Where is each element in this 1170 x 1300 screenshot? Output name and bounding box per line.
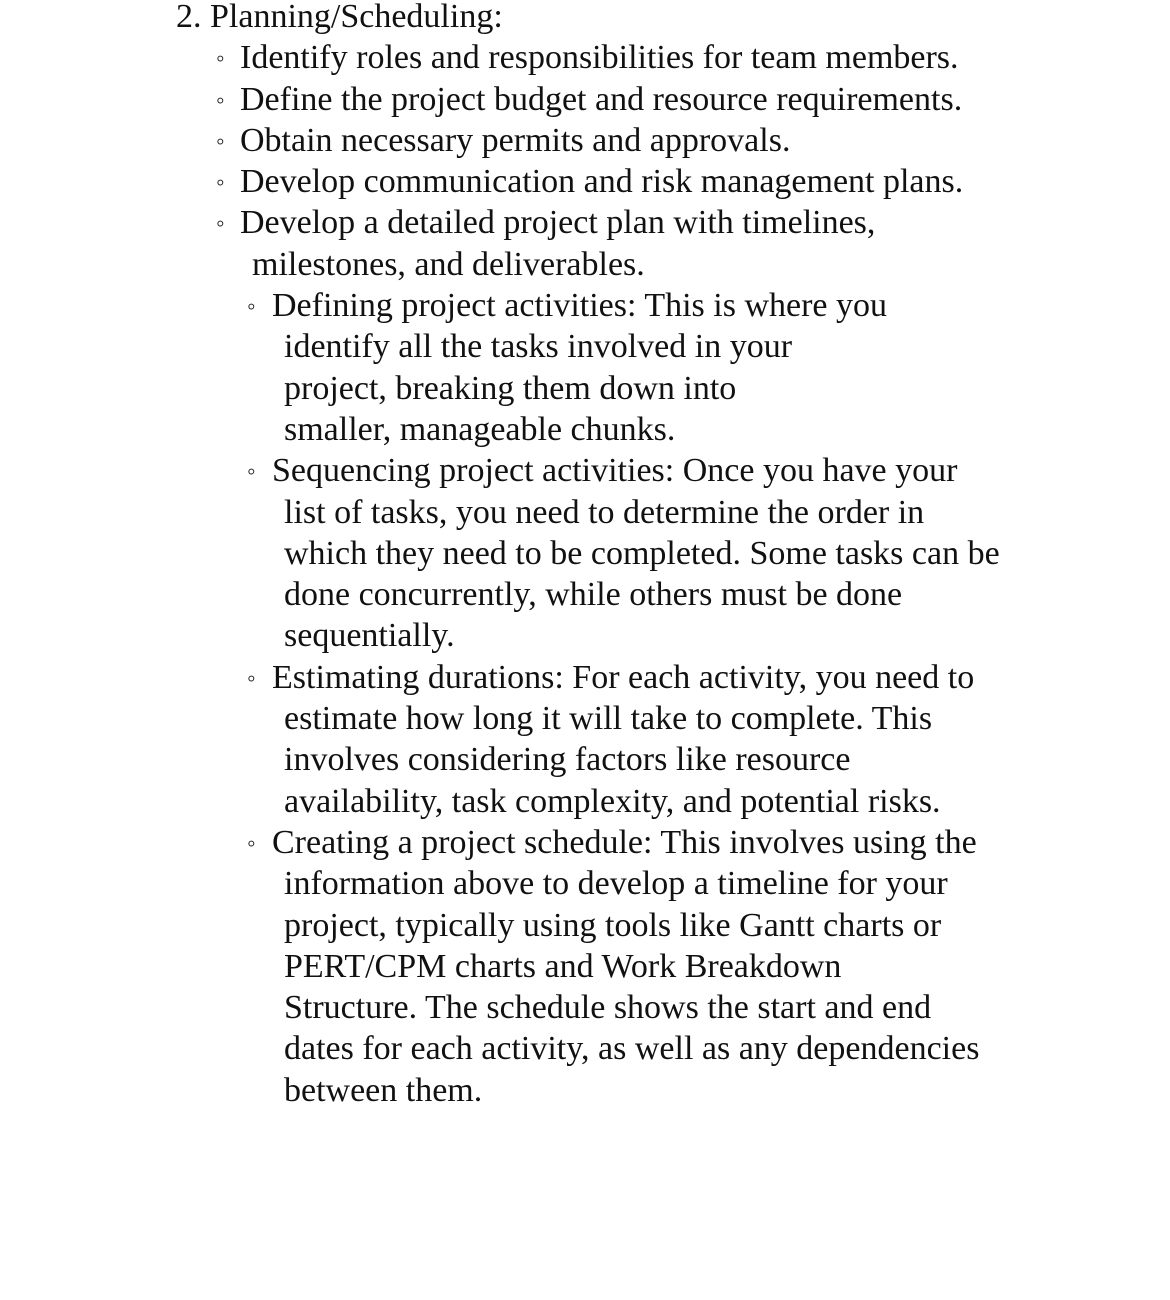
sub-list-item-text: PERT/CPM charts and Work Breakdown: [284, 947, 842, 985]
bullet-icon: ◦: [247, 294, 256, 321]
sub-list-item: [0, 822, 1170, 1111]
sub-list-item-text: done concurrently, while others must be done: [284, 576, 903, 614]
sub-list-item-text: list of tasks, you need to determine the order in: [284, 493, 925, 531]
list-item: [0, 120, 1170, 161]
list-item-text: milestones, and deliverables.: [252, 245, 645, 283]
bullet-icon: ◦: [247, 459, 256, 486]
bullet-icon: ◦: [216, 87, 225, 114]
list-item-text: Obtain necessary permits and approvals.: [240, 121, 791, 159]
sub-list-item-text: Estimating durations: For each activity, you need to: [272, 658, 975, 696]
sub-list-item-text: project, breaking them down into: [284, 369, 737, 407]
sub-list-item-text: Sequencing project activities: Once you have your: [272, 452, 958, 490]
sub-list-item-text: which they need to be completed. Some tasks can be: [284, 534, 1000, 572]
sub-list-item: [0, 285, 1170, 450]
sub-list-item-text: estimate how long it will take to complete. This: [284, 700, 933, 738]
bullet-icon: ◦: [247, 830, 256, 857]
sub-list-item-text: Creating a project schedule: This involves using the: [272, 823, 977, 861]
bullet-icon: ◦: [247, 665, 256, 692]
sub-list-item: [0, 450, 1170, 656]
list-item: [0, 161, 1170, 202]
section-heading: 2. Planning/Scheduling:: [176, 0, 503, 35]
sub-list-item-text: smaller, manageable chunks.: [284, 410, 676, 448]
list-item: [0, 202, 1170, 285]
bullet-icon: ◦: [216, 46, 225, 73]
sub-list-item-text: information above to develop a timeline for your: [284, 865, 948, 903]
sub-list-item-text: availability, task complexity, and potential risks.: [284, 782, 941, 820]
sub-list-item-text: between them.: [284, 1071, 483, 1109]
sub-list-item-text: dates for each activity, as well as any dependencies: [284, 1030, 980, 1068]
bullet-icon: ◦: [216, 170, 225, 197]
list-item-text: Define the project budget and resource requirements.: [240, 80, 963, 118]
sub-list-item-text: Defining project activities: This is where you: [272, 287, 888, 325]
list-item-text: Develop a detailed project plan with timelines,: [240, 204, 876, 242]
sub-list-item-text: involves considering factors like resource: [284, 741, 851, 779]
sub-list-item: [0, 657, 1170, 822]
bullet-icon: ◦: [216, 128, 225, 155]
list-item: [0, 79, 1170, 120]
list-item-text: Identify roles and responsibilities for team members.: [240, 39, 959, 77]
sub-list-item-text: sequentially.: [284, 617, 455, 655]
list-item: [0, 37, 1170, 78]
sub-list-item-text: identify all the tasks involved in your: [284, 328, 793, 366]
sub-list-item-text: project, typically using tools like Gantt charts or: [284, 906, 942, 944]
sub-list-item-text: Structure. The schedule shows the start and end: [284, 989, 932, 1027]
bullet-icon: ◦: [216, 211, 225, 238]
list-item-text: Develop communication and risk management plans.: [240, 163, 964, 201]
